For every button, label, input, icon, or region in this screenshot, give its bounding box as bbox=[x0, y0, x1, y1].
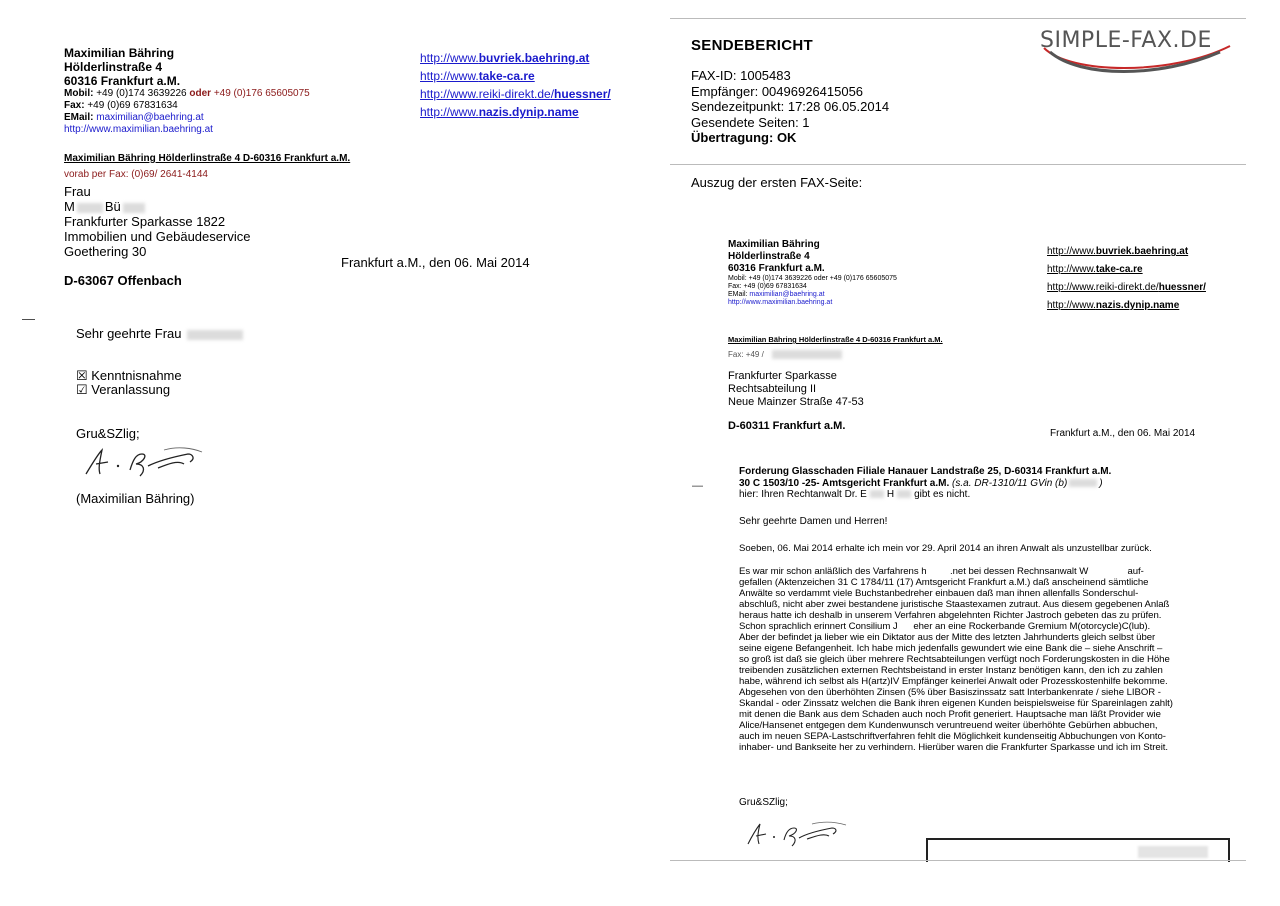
excerpt-salutation: Sehr geehrte Damen und Herren! bbox=[739, 516, 888, 527]
para-line: heraus hatte ich deshalb in unserem Verfahren abgelehnten Richter Jastroch gebeten das zu prüfen. bbox=[739, 610, 1162, 621]
stamp-fragment bbox=[926, 838, 1230, 862]
recipient-salutation: Frau bbox=[64, 184, 91, 199]
recipient-block bbox=[64, 184, 250, 288]
sender-email-link[interactable]: maximilian@baehring.at bbox=[96, 112, 204, 123]
para-line: so groß ist daß sie gleich über mehrere Rechtsabteilungen verfügt noch Forderungskosten in die Höhe bbox=[739, 654, 1170, 665]
subject-line-2: 30 C 1503/10 -25- Amtsgericht Frankfurt a.M. (s.a. DR-1310/11 GVin (b) ) bbox=[739, 477, 1103, 489]
sender-name: Maximilian Bähring bbox=[64, 46, 175, 60]
excerpt-rec-dept: Rechtsabteilung II bbox=[728, 383, 817, 395]
logo-swoosh-icon bbox=[1040, 44, 1240, 74]
fax-id: FAX-ID: 1005483 bbox=[691, 68, 791, 83]
signature-name: (Maximilian Bähring) bbox=[76, 491, 195, 506]
redacted-block bbox=[1069, 479, 1097, 487]
excerpt-paragraph-2 bbox=[739, 566, 1209, 753]
pages-sent: Gesendete Seiten: 1 bbox=[691, 114, 810, 130]
letter-date: Frankfurt a.M., den 06. Mai 2014 bbox=[341, 255, 530, 270]
excerpt-signature-image bbox=[742, 816, 862, 850]
para-line: auch im neuen SEPA-Lastschriftverfahren fehlt die Möglichkeit kundenseitig Abbuchungen von Konto- bbox=[739, 731, 1166, 742]
excerpt-rec-city: D-60311 Frankfurt a.M. bbox=[728, 420, 846, 432]
redacted-block bbox=[772, 350, 842, 359]
link-nazis-anchor[interactable]: http://www.nazis.dynip.name bbox=[420, 105, 579, 119]
sender-mobil: Mobil: +49 (0)174 3639226 oder +49 (0)176 65605075 bbox=[64, 88, 310, 99]
redacted-block bbox=[77, 203, 103, 213]
salutation: Sehr geehrte Frau bbox=[76, 326, 243, 342]
fax-recipient: Empfänger: 00496926415056 bbox=[691, 83, 864, 99]
link-take-care bbox=[420, 69, 611, 83]
recipient-name: M Bü bbox=[64, 199, 250, 214]
checkbox-kenntnisnahme: ☒ Kenntnisnahme bbox=[76, 368, 182, 383]
excerpt-subject bbox=[739, 466, 1111, 501]
excerpt-link-buvriek bbox=[1047, 243, 1206, 261]
excerpt-link-take-care-anchor[interactable]: http://www.take-ca.re bbox=[1047, 264, 1143, 275]
fax-pre-note: vorab per Fax: (0)69/ 2641-4144 bbox=[64, 169, 208, 180]
para-line: habe, während ich selbst als H(artz)IV Empfänger keinerlei Anwalt oder Prozesskostenhilfe bekomme. bbox=[739, 676, 1168, 687]
signature-image bbox=[78, 440, 218, 482]
excerpt-sender bbox=[728, 239, 897, 307]
excerpt-date: Frankfurt a.M., den 06. Mai 2014 bbox=[1050, 428, 1196, 439]
link-buvriek bbox=[420, 51, 611, 65]
recipient-city: D-63067 Offenbach bbox=[64, 273, 182, 288]
excerpt-sender-street: Hölderlinstraße 4 bbox=[728, 251, 810, 262]
stamp-blur bbox=[1138, 846, 1208, 858]
redacted-block bbox=[870, 490, 884, 498]
excerpt-fold-mark: — bbox=[692, 480, 703, 492]
mid-rule bbox=[670, 164, 1246, 165]
excerpt-email: EMail: maximilian@baehring.at bbox=[728, 291, 825, 298]
simple-fax-logo bbox=[1040, 28, 1212, 53]
para-line: Schon sprachlich erinnert Consilium J eher an eine Rockerbande Gremium M(otorcycle)C(lub). bbox=[739, 621, 1151, 632]
excerpt-return-address: Maximilian Bähring Hölderlinstraße 4 D-60316 Frankfurt a.M. bbox=[728, 335, 943, 344]
excerpt-closing: Gru&SZlig; bbox=[739, 797, 788, 808]
excerpt-link-reiki-anchor[interactable]: http://www.reiki-direkt.de/huessner/ bbox=[1047, 282, 1206, 293]
excerpt-link-reiki bbox=[1047, 279, 1206, 297]
closing: Gru&SZlig; bbox=[76, 426, 140, 441]
report-title: SENDEBERICHT bbox=[691, 37, 813, 54]
top-rule bbox=[670, 18, 1246, 19]
sender-web bbox=[64, 124, 310, 136]
redacted-block bbox=[187, 330, 243, 340]
redacted-block bbox=[897, 490, 911, 498]
para-line: Aber der befindet ja lieber wie ein Diktator aus der Mitte des letzten Jahrhunderts gleich selbst über bbox=[739, 632, 1156, 643]
sender-web-link[interactable]: http://www.maximilian.baehring.at bbox=[64, 124, 213, 135]
subject-line-1: Forderung Glasschaden Filiale Hanauer Landstraße 25, D-60314 Frankfurt a.M. bbox=[739, 466, 1112, 477]
excerpt-paragraph-1: Soeben, 06. Mai 2014 erhalte ich mein vor 29. April 2014 an ihren Anwalt als unzustellbar zurück. bbox=[739, 543, 1152, 554]
recipient-bank: Frankfurter Sparkasse 1822 bbox=[64, 214, 226, 229]
link-buvriek-anchor[interactable]: http://www.buvriek.baehring.at bbox=[420, 51, 590, 65]
link-take-care-anchor[interactable]: http://www.take-ca.re bbox=[420, 69, 535, 83]
excerpt-mobil: Mobil: +49 (0)174 3639226 oder +49 (0)176 65605075 bbox=[728, 275, 897, 282]
checkbox-veranlassung: ☑ Veranlassung bbox=[76, 382, 171, 397]
links-block bbox=[420, 51, 611, 119]
para-line: inhaber- und Bankseite her zu verhindern. Hierüber waren die Frankfurter Sparkasse und ich im Streit. bbox=[739, 742, 1169, 753]
return-address: Maximilian Bähring Hölderlinstraße 4 D-60316 Frankfurt a.M. bbox=[64, 153, 351, 164]
report-details bbox=[691, 68, 889, 146]
redacted-block bbox=[123, 203, 145, 213]
para-line: mit denen die Bank aus dem Schaden auch noch Profit generiert. Hauptsache man läßt Provider wie bbox=[739, 709, 1161, 720]
excerpt-sender-city: 60316 Frankfurt a.M. bbox=[728, 263, 825, 274]
para-line: abschluß, nicht aber zwei bestandene juristische Staastexamen zutraut. Aus diesem gegebenen Anlaß bbox=[739, 599, 1170, 610]
excerpt-email-link[interactable]: maximilian@baehring.at bbox=[749, 291, 825, 298]
fold-mark: — bbox=[22, 311, 35, 326]
excerpt-link-buvriek-anchor[interactable]: http://www.buvriek.baehring.at bbox=[1047, 246, 1189, 257]
checkbox-list bbox=[76, 369, 182, 397]
excerpt-rec-bank: Frankfurter Sparkasse bbox=[728, 370, 837, 382]
recipient-street: Goethering 30 bbox=[64, 244, 147, 259]
para-line: treibenden zusätzlichen externen Rechtsbeistand in erster Instanz benötigen kann, den ich zu zahlen bbox=[739, 665, 1163, 676]
para-line: Alice/Hansenet entgegen dem Kundenwunsch veruntreuend weiter überhöhte Gebürhen abbuchen, bbox=[739, 720, 1158, 731]
link-reiki bbox=[420, 87, 611, 101]
link-reiki-anchor[interactable]: http://www.reiki-direkt.de/huessner/ bbox=[420, 87, 611, 101]
excerpt-web-link[interactable]: http://www.maximilian.baehring.at bbox=[728, 299, 833, 306]
para-line: seine eigene Befangenheit. Ich habe mich jedenfalls gewundert wie eine Bank die – siehe Anschrift – bbox=[739, 643, 1163, 654]
para-line: Es war mir schon anläßlich des Varfahrens h .net bei dessen Rechnsanwalt W auf- bbox=[739, 566, 1144, 577]
transmission-status: Übertragung: OK bbox=[691, 130, 797, 145]
excerpt-web bbox=[728, 299, 897, 307]
excerpt-link-take-care bbox=[1047, 261, 1206, 279]
sender-street: Hölderlinstraße 4 bbox=[64, 60, 163, 74]
excerpt-link-nazis-anchor[interactable]: http://www.nazis.dynip.name bbox=[1047, 300, 1180, 311]
excerpt-sender-name: Maximilian Bähring bbox=[728, 239, 820, 250]
excerpt-links bbox=[1047, 243, 1206, 315]
logo-text: SIMPLE-FAX.DE bbox=[1040, 28, 1212, 53]
send-time: Sendezeitpunkt: 17:28 06.05.2014 bbox=[691, 99, 890, 114]
excerpt-fax-pre: Fax: +49 / bbox=[728, 350, 842, 359]
recipient-department: Immobilien und Gebäudeservice bbox=[64, 229, 251, 244]
para-line: Anwälte so verdammt viele Buchstanbedreher einbauen daß man ihnen allenfalls Sonderschul- bbox=[739, 588, 1139, 599]
bottom-rule bbox=[670, 860, 1246, 861]
para-line: Abgesehen von den überhöhten Zinsen (5% über Basiszinssatz satt Interbankenrate / siehe LIBOR - bbox=[739, 687, 1161, 698]
excerpt-recipient bbox=[728, 370, 864, 433]
excerpt-link-nazis bbox=[1047, 297, 1206, 315]
excerpt-fax: Fax: +49 (0)69 67831634 bbox=[728, 283, 807, 290]
para-line: Skandal - oder Zinssatz welchen die Bank ihren eigenen Kunden beispielsweise für Spareinlagen zahlt) bbox=[739, 698, 1173, 709]
sender-block bbox=[64, 46, 310, 136]
sender-email: EMail: maximilian@baehring.at bbox=[64, 112, 204, 123]
para-line: gefallen (Aktenzeichen 31 C 1784/11 (17) Amtsgericht Frankfurt a.M.) daß anscheinend sämtliche bbox=[739, 577, 1149, 588]
sender-fax: Fax: +49 (0)69 67831634 bbox=[64, 100, 178, 111]
subject-line-3: hier: Ihren Rechtanwalt Dr. E H gibt es nicht. bbox=[739, 489, 971, 500]
link-nazis bbox=[420, 105, 611, 119]
excerpt-rec-street: Neue Mainzer Straße 47-53 bbox=[728, 396, 864, 408]
sender-city: 60316 Frankfurt a.M. bbox=[64, 74, 181, 88]
excerpt-label: Auszug der ersten FAX-Seite: bbox=[691, 175, 863, 190]
